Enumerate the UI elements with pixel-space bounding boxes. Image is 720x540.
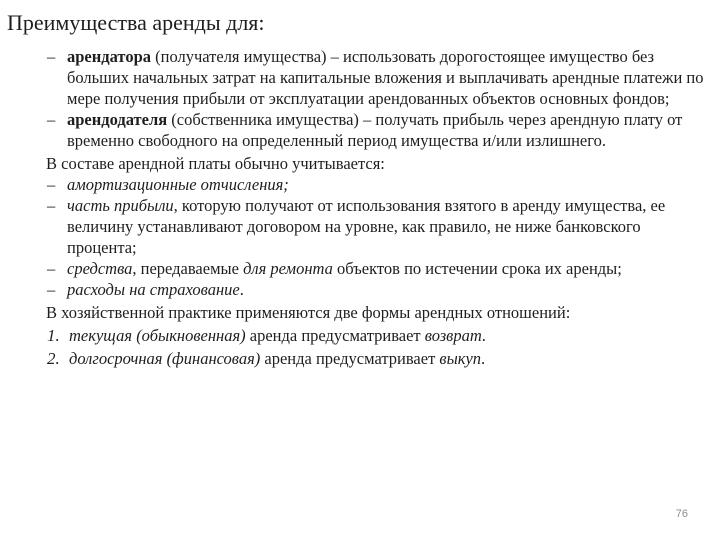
rent-composition-intro: В составе арендной платы обычно учитывается: [46, 154, 385, 173]
term-finance-lease: долгосрочная (финансовая) [69, 349, 261, 368]
profit-share-description: , которую получают от использования взятого в аренду имущества, ее величину устанавливают договором на уровне, как правило, не ниже банковского процента; [67, 196, 666, 257]
list-item-lessor [47, 109, 711, 151]
dash-marker: – [47, 175, 56, 194]
operating-lease-text: аренда предусматривает [245, 326, 425, 345]
term-lessee: арендатора [67, 47, 151, 66]
term-insurance: расходы на страхование [67, 280, 240, 299]
number-marker: 1. [47, 326, 60, 345]
dash-marker: – [47, 280, 56, 299]
term-buyout: выкуп [439, 349, 482, 368]
list-item-lessee [47, 46, 711, 109]
list-item-profit-share [47, 195, 711, 258]
finance-lease-text: аренда предусматривает [260, 349, 440, 368]
dash-marker: – [47, 47, 56, 66]
lessor-description: (собственника имущества) – получать прибыль через арендную плату от временно свободного на определенный период имущества и/или излишнего. [67, 110, 683, 150]
list-item-repair-funds [47, 258, 711, 279]
lease-forms-intro: В хозяйственной практике применяются две формы арендных отношений: [46, 303, 571, 322]
operating-lease-period: . [481, 326, 486, 345]
list-item-operating-lease [47, 325, 711, 346]
term-funds: средства [67, 259, 133, 278]
funds-text-2: объектов по истечении срока их аренды; [332, 259, 622, 278]
term-depreciation: амортизационные отчисления; [67, 175, 289, 194]
term-return: возврат [424, 326, 482, 345]
dash-marker: – [47, 259, 56, 278]
slide-body [47, 46, 711, 369]
number-marker: 2. [47, 349, 60, 368]
term-for-repair: для ремонта [243, 259, 333, 278]
term-profit-share: часть прибыли [67, 196, 174, 215]
dash-marker: – [47, 110, 56, 129]
finance-lease-period: . [481, 349, 486, 368]
funds-text-1: , передаваемые [132, 259, 244, 278]
list-item-insurance [47, 279, 711, 300]
term-operating-lease: текущая (обыкновенная) [69, 326, 246, 345]
insurance-period: . [239, 280, 244, 299]
dash-marker: – [47, 196, 56, 215]
term-lessor: арендодателя [67, 110, 168, 129]
list-item-finance-lease [47, 348, 711, 369]
lessee-description: (получателя имущества) – использовать дорогостоящее имущество без больших начальных затрат на капитальные вложения и выплачивать арендные платежи по мере получения прибыли от эксплуатации арендованных объектов основных фондов; [67, 47, 704, 108]
list-item-depreciation [47, 174, 711, 195]
slide-title: Преимущества аренды для: [7, 10, 265, 35]
page-number: 76 [675, 508, 688, 520]
